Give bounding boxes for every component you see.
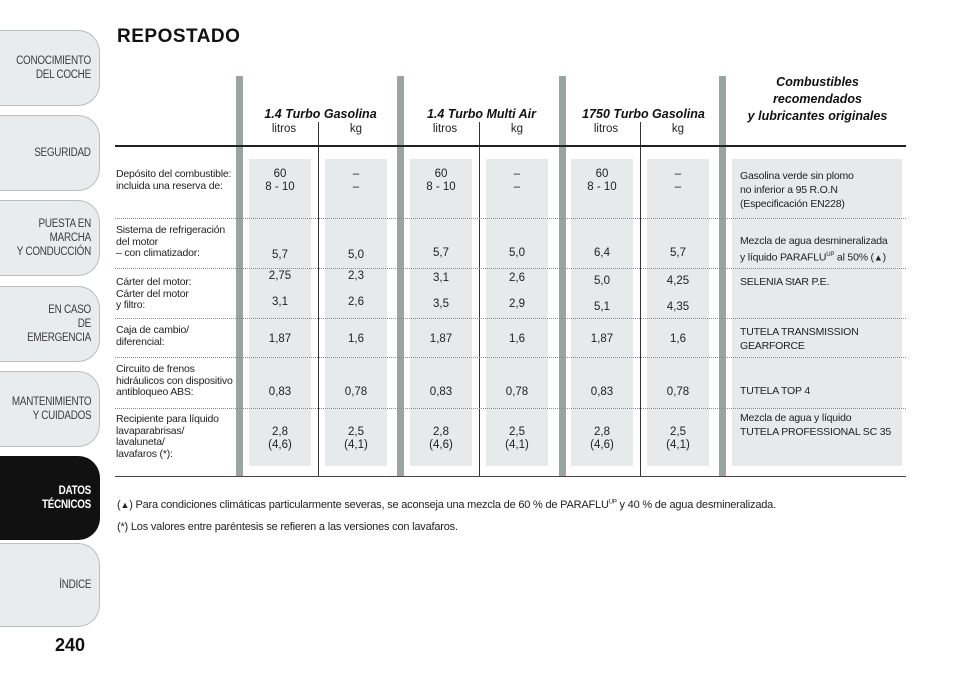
value-e2-litros: 60 8 - 10 — [426, 168, 456, 193]
value-e3-kg: 5,7 — [670, 247, 686, 259]
row-label-gearbox: Caja de cambio/ diferencial: — [116, 324, 189, 348]
recommended-coolant — [740, 220, 910, 265]
row-label-brakes: Circuito de frenos hidráulicos con dispositivo antibloqueo ABS: — [116, 363, 233, 398]
sidebar-tab-seguridad[interactable] — [0, 115, 100, 191]
value-e3-litros: 2,8 (4,6) — [590, 426, 614, 451]
row-label-fuel-tank: Depósito del combustible: incluida una reserva de: — [116, 168, 232, 192]
sidebar-tab-label: DATOS TÉCNICOS — [41, 485, 91, 511]
row-separator — [115, 268, 906, 269]
sidebar-tab-indice[interactable] — [0, 543, 100, 627]
unit-kg: kg — [671, 123, 685, 135]
column-header-engine3: 1750 Turbo Gasolina — [582, 107, 705, 121]
sidebar-tab-label: EN CASO DE EMERGENCIA — [27, 304, 91, 344]
cell-background — [410, 159, 472, 466]
footnote-open-paren: ( — [117, 499, 121, 511]
sidebar-tab-label: MANTENIMIENTO Y CUIDADOS — [11, 396, 91, 422]
value-e2-litros: 2,8 (4,6) — [429, 426, 453, 451]
table-header-rule — [115, 145, 906, 147]
row-label-engine-sump: Cárter del motor: Cárter del motor y filtro: — [116, 276, 192, 311]
value-e3-litros: 6,4 — [594, 247, 610, 259]
value-e2-kg: 5,0 — [509, 247, 525, 259]
paraflu-sup: UP — [608, 499, 617, 506]
value-e2-kg: 1,6 — [509, 333, 525, 345]
footnote-climate — [117, 499, 776, 511]
value-e1-litros: 60 8 - 10 — [265, 168, 295, 193]
sidebar-tab-label: PUESTA EN MARCHA Y CONDUCCIÓN — [16, 218, 92, 258]
sidebar-tab-label: SEGURIDAD — [34, 147, 91, 159]
cell-background — [486, 159, 548, 466]
row-separator — [115, 218, 906, 219]
value-e1-litros: 5,7 — [272, 249, 288, 261]
recommended-fuel: Gasolina verde sin plomo no inferior a 95 R.O.N (Especificación EN228) — [740, 170, 854, 210]
value-e2-kg: – – — [513, 168, 521, 193]
footnote-headlamp-washers: (*) Los valores entre paréntesis se refieren a las versiones con lavafaros. — [117, 521, 458, 533]
triangle-icon: ▲ — [873, 252, 883, 263]
row-separator — [115, 318, 906, 319]
unit-kg: kg — [349, 123, 363, 135]
value-e2-litros: 1,87 — [429, 333, 453, 345]
page-title: REPOSTADO — [117, 26, 241, 47]
value-e3-kg: 2,5 (4,1) — [666, 426, 690, 451]
value-e1-kg: 5,0 — [348, 249, 364, 261]
recommended-gear-oil: TUTELA TRANSMISSION GEARFORCE — [740, 326, 859, 352]
value-e1-kg: 2,5 (4,1) — [344, 426, 368, 451]
unit-kg: kg — [510, 123, 524, 135]
recommended-coolant-close: ) — [882, 251, 886, 264]
row-separator — [115, 408, 906, 409]
value-e1-litros: 2,8 (4,6) — [268, 426, 292, 451]
value-e3-litros: 1,87 — [590, 333, 614, 345]
sidebar-tab-label: CONOCIMIENTO DEL COCHE — [16, 55, 91, 81]
cell-background — [249, 159, 311, 466]
value-e3-kg: 1,6 — [670, 333, 686, 345]
footnote-climate-end: y 40 % de agua desmineralizada. — [616, 499, 776, 511]
sidebar-tab-datos-tecnicos[interactable] — [0, 456, 100, 540]
value-e3-litros: 60 8 - 10 — [587, 168, 617, 193]
column-divider-line — [318, 122, 319, 476]
value-e2-litros: 5,7 — [433, 247, 449, 259]
value-e3-litros: 0,83 — [590, 386, 614, 398]
row-label-cooling: Sistema de refrigeración del motor – con climatizador: — [116, 224, 226, 259]
sidebar-tab-emergencia[interactable] — [0, 286, 100, 362]
value-e1-kg: 0,78 — [344, 386, 368, 398]
value-e2-litros: 0,83 — [429, 386, 453, 398]
column-divider-bar — [559, 76, 566, 476]
value-e2-litros: 3,1 3,5 — [433, 272, 449, 310]
value-e1-litros: 1,87 — [268, 333, 292, 345]
row-label-washer: Recipiente para líquido lavaparabrisas/ lavaluneta/ lavafaros (*): — [116, 413, 219, 460]
cell-background — [325, 159, 387, 466]
value-e1-litros: 0,83 — [268, 386, 292, 398]
value-e3-kg: 4,25 4,35 — [666, 275, 690, 313]
value-e2-kg: 0,78 — [505, 386, 529, 398]
unit-litros: litros — [432, 123, 458, 135]
value-e2-kg: 2,5 (4,1) — [505, 426, 529, 451]
value-e3-litros: 5,0 5,1 — [594, 275, 610, 313]
sidebar-tab-conocimiento[interactable] — [0, 30, 100, 106]
value-e1-kg: – – — [352, 168, 360, 193]
recommended-engine-oil: SELENIA StAR P.E. — [740, 276, 830, 288]
row-separator — [115, 357, 906, 358]
recommended-washer-fluid: Mezcla de agua y líquido TUTELA PROFESSIONAL SC 35 — [740, 412, 891, 438]
page-number: 240 — [54, 635, 86, 655]
column-divider-bar — [719, 76, 726, 476]
value-e3-kg: 0,78 — [666, 386, 690, 398]
column-header-recommended: Combustibles recomendados y lubricantes originales — [747, 75, 888, 123]
column-header-engine2: 1.4 Turbo Multi Air — [426, 107, 537, 121]
column-divider-bar — [397, 76, 404, 476]
sidebar-tab-mantenimiento[interactable] — [0, 371, 100, 447]
value-e1-kg: 2,3 2,6 — [348, 270, 364, 308]
value-e3-kg: – – — [674, 168, 682, 193]
value-e1-litros: 2,75 3,1 — [268, 270, 292, 308]
unit-litros: litros — [593, 123, 619, 135]
column-divider-line — [479, 122, 480, 476]
sidebar-tab-label: ÍNDICE — [59, 579, 91, 591]
value-e1-kg: 1,6 — [348, 333, 364, 345]
unit-litros: litros — [271, 123, 297, 135]
recommended-coolant-ratio: al 50% ( — [834, 251, 874, 264]
triangle-icon: ▲ — [120, 500, 130, 510]
column-header-engine1: 1.4 Turbo Gasolina — [264, 107, 377, 121]
recommended-coolant-text: Mezcla de agua desmineralizada y líquido PARAFLU — [740, 235, 888, 264]
value-e2-kg: 2,6 2,9 — [509, 272, 525, 310]
footnote-climate-text: ) Para condiciones climáticas particularmente severas, se aconseja una mezcla de 60 % de PARAFLU — [129, 499, 609, 511]
recommended-brake-fluid: TUTELA TOP 4 — [740, 385, 810, 397]
sidebar-tab-puesta-en-marcha[interactable] — [0, 200, 100, 276]
paraflu-sup: UP — [826, 252, 835, 258]
table-bottom-rule — [115, 476, 906, 477]
column-divider-line — [640, 122, 641, 476]
